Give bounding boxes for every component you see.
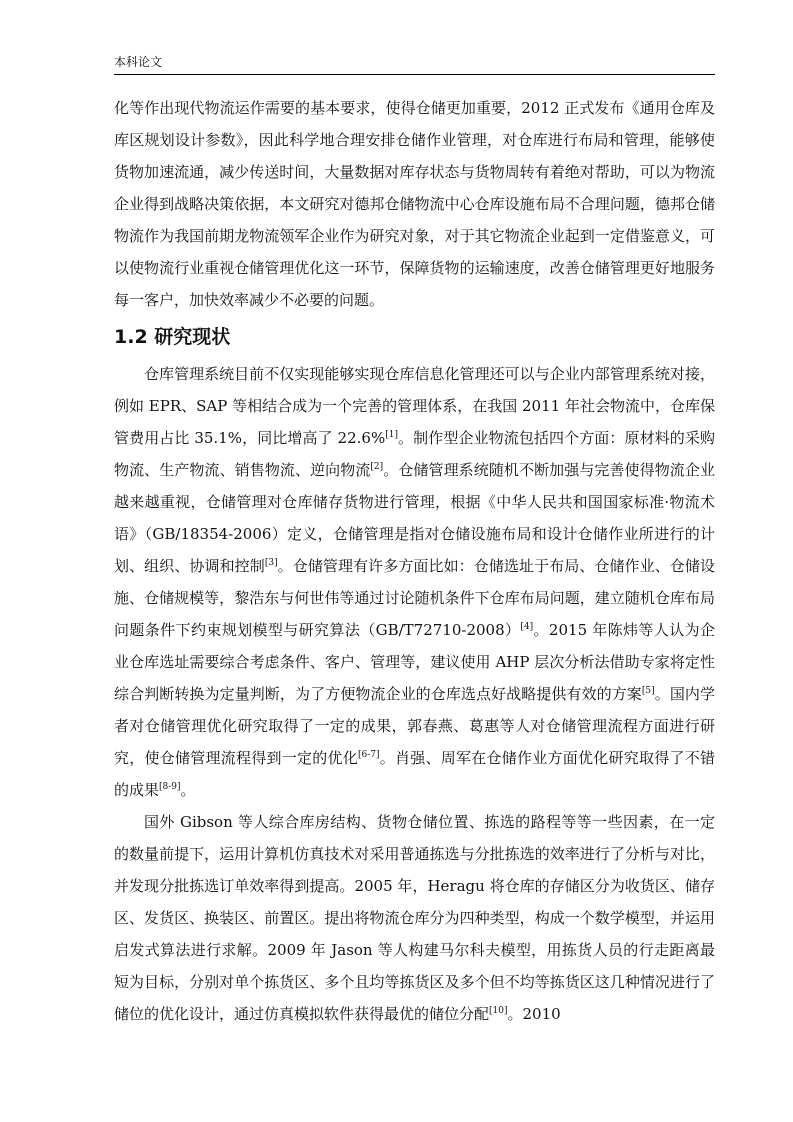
section-heading: 1.2 研究现状 (114, 326, 231, 348)
citation-marker: [3] (264, 558, 278, 568)
intro-paragraph (114, 92, 715, 316)
text-run: 仓库管理系统目前不仅实现能够实现仓库信息化管理还可以与企业内部管理系统对接，例如 EPR、SAP 等相结合成为一个完善的管理体系，在我国 2011 年社会物流中，仓库保管费用占比 35.1%，同比增高了 22.6% (114, 365, 715, 447)
citation-marker: [2] (370, 462, 384, 472)
citation-marker: [1] (385, 430, 398, 440)
text-run: 化等作出现代物流运作需要的基本要求，使得仓储更加重要，2012 正式发布《通用仓库及库区规划设计参数》，因此科学地合理安排仓储作业管理，对仓库进行布局和管理，能够使货物加速流通，减少传送时间，大量数据对库存状态与货物周转有着绝对帮助，可以为物流企业得到战略决策依据，本文研究对德邦仓储物流中心仓库设施布局不合理问题，德邦仓储物流作为我国前期龙物流领军企业作为研究对象，对于其它物流企业起到一定借鉴意义，可以使物流行业重视仓储管理优化这一环节，保障货物的运输速度，改善仓储管理更好地服务每一客户，加快效率减少不必要的问题。 (114, 99, 715, 309)
citation-marker: [4] (520, 622, 534, 632)
running-header: 本科论文 (114, 55, 163, 69)
citation-marker: [8-9] (159, 782, 181, 792)
text-run: 。2015 年陈炜等人认为企业仓库选址需要综合考虑条件、客户、管理等，建议使用 AHP 层次分析法借助专家将定性综合判断转换为定量判断，为了方便物流企业的仓库选点好战略提供有效的方案 (114, 621, 715, 703)
text-run: 国外 Gibson 等人综合库房结构、货物仓储位置、拣选的路程等等一些因素，在一定的数量前提下，运用计算机仿真技术对采用普通拣选与分批拣选的效率进行了分析与对比，并发现分批拣选订单效率得到提高。2005 年，Heragu 将仓库的存储区分为收货区、储存区、发货区、换装区、前置区。提出将物流仓库分为四种类型，构成一个数学模型，并运用启发式算法进行求解。2009 年 Jason 等人构建马尔科夫模型，用拣货人员的行走距离最短为目标，分别对单个拣货区、多个且均等拣货区及多个但不均等拣货区这几种情况进行了储位的优化设计，通过仿真模拟软件获得最优的储位分配 (114, 813, 715, 1023)
citation-marker: [6-7] (357, 750, 380, 760)
body-paragraph (114, 358, 715, 806)
text-run: 。肖强、周军在仓储作业方面优化研究取得了不错的成果 (114, 749, 715, 799)
text-run: 。制作型企业物流包括四个方面：原材料的采购物流、生产物流、销售物流、逆向物流 (114, 429, 715, 479)
header-divider (114, 74, 715, 75)
body-paragraph (114, 806, 715, 1030)
text-run: 。 (180, 781, 196, 799)
text-run: 。国内学者对仓储管理优化研究取得了一定的成果，郭春燕、葛惠等人对仓储管理流程方面进行研究，使仓储管理流程得到一定的优化 (114, 685, 715, 767)
body-text (114, 92, 715, 1030)
text-run: 。仓储管理系统随机不断加强与完善使得物流企业越来越重视，仓储管理对仓库储存货物进行管理，根据《中华人民共和国国家标准·物流术语》（GB/18354-2006）定义，仓储管理是指对仓储设施布局和设计仓储作业所进行的计划、组织、协调和控制 (114, 461, 715, 575)
citation-marker: [10] (489, 1006, 508, 1016)
text-run: 。仓储管理有许多方面比如：仓储选址于布局、仓储作业、仓储设施、仓储规模等，黎浩东与何世伟等通过讨论随机条件下仓库布局问题，建立随机仓库布局问题条件下约束规划模型与研究算法（GB/T72710-2008） (114, 557, 715, 639)
citation-marker: [5] (641, 686, 655, 696)
text-run: 。2010 (507, 1005, 561, 1023)
